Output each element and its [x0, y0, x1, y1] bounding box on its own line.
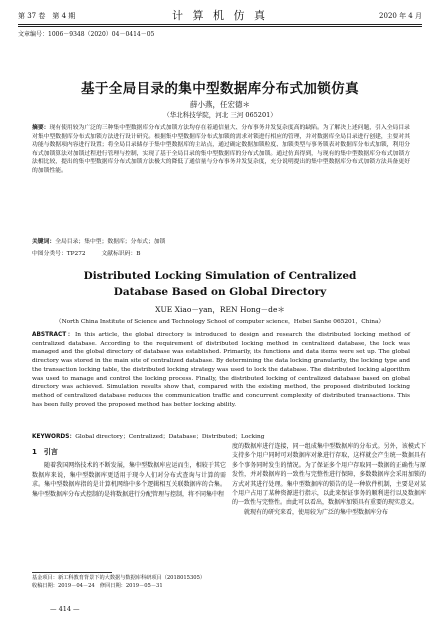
- journal-name: 计 算 机 仿 真: [172, 9, 268, 22]
- english-abstract: [32, 331, 410, 409]
- article-id: 文章编号：1006－9348（2020）04－0414－05: [18, 31, 155, 38]
- english-title-line-2: Database Based on Global Directory: [113, 286, 327, 298]
- english-abstract-label: ABSTRACT：: [32, 332, 75, 338]
- chinese-affiliation: （华北科技学院，河北 三河 065201）: [163, 111, 277, 119]
- page-number: — 414 —: [50, 605, 80, 613]
- chinese-abstract: [32, 124, 410, 176]
- body-paragraph: 就现有的研究来看，使用较为广泛的集中型数据库分布: [244, 508, 389, 516]
- english-affiliation: （North China Institute of Science and Technology School of computer science，Hebei Sanhe 065201，China）: [55, 319, 385, 325]
- chinese-keywords: [32, 236, 410, 245]
- clc-number: 中图分类号：TP272: [32, 251, 86, 257]
- english-keywords-text: Global directory；Centralized；Database；Distributed；Locking: [75, 434, 265, 440]
- body-paragraph: 随着我国网络技术的不断发展，集中型数据库应运而生，相较于其它数据库来说，集中型数据库更适用于现今人们对分布式查询与计算的需求。集中型数据库指的是计算机网络中多个逻辑相互关联数据库的合集。集中型数据库分布式控制的是将数据进行分配管理与控制，将不同集中程: [32, 462, 226, 498]
- issue-date: 2020 年 4 月: [379, 12, 422, 20]
- fund-note: 基金项目：新工科教育背景下的大数据与数据库科研项目（2018015305）: [32, 575, 206, 581]
- running-header: [18, 7, 422, 23]
- body-paragraph: 度的数据库进行连接，同一组成集中型数据库的分布式。另外，该模式下支持多个用户同时可对数据库对象进行存取，这样就会产生统一数据具有多个事务同时发生的情况。为了保证多个用户存取同一数据的正确性与原发性，并对数据库的一致性与完整性进行保障，多数数据库会采用加锁的方式对其进行处理。集中型数据库的锁告的是一种软件机制，主要是对某个用户占用了某种资源进行指示，以此来保证事务的顺利进行以及数据库的一致性与完整性。由此可以看出，数据库加锁具有重要的现实意义。: [232, 443, 426, 507]
- english-title: [20, 268, 420, 300]
- chinese-keywords-text: 全局目录；集中型；数据库；分布式；加锁: [55, 239, 166, 245]
- document-code: 文献标识码：B: [101, 251, 141, 257]
- classification-line: [32, 248, 410, 257]
- english-title-line-1: Distributed Locking Simulation of Centralized: [83, 270, 357, 282]
- body-column-left: [32, 448, 226, 499]
- section-heading: 1 引言: [32, 448, 58, 456]
- chinese-abstract-text: 现有使用较为广泛的三种集中型数据库分布式加锁方法均存在着通信量大、分布事务并发复杂度高的缺陷。为了解决上述问题，引入全局目录对集中型数据库分布式加锁方法进行设计研究。根据集中型数据库分布式加锁的需求对锁进行相应的管理，并对数据库全局目录进行创建，主要对其功能与数据项内容进行设置；将全局目录储存于集中型数据库的主站点，通过确定数据加锁粒度、加锁类型与事务锁表对数据库分布式加锁，利用分布式加锁算法对加锁过程进行管理与控制，实现了基于全局目录的集中型数据库的分布式加锁。通过仿真得到，与现有的集中型数据库分布式加锁方法相比较，提出的集中型数据库分布式加锁方法极大的降低了通信量与分布事务并发复杂度，充分说明提出的集中型数据库分布式加锁方法具备更好的加锁性能。: [32, 125, 410, 174]
- footnote: [32, 575, 226, 591]
- chinese-title: 基于全局目录的集中型数据库分布式加锁仿真: [81, 81, 359, 97]
- english-keywords-label: KEYWORDS：: [32, 434, 76, 440]
- header-rule: [18, 24, 422, 25]
- body-column-right: [232, 442, 426, 517]
- chinese-authors: 薛小燕，任宏德＊: [190, 100, 250, 109]
- footnote-rule: [32, 572, 112, 573]
- journal-volume: 第 37 卷 第 4 期: [18, 12, 76, 20]
- english-abstract-text: In this article, the global directory is introduced to design and research the distributed locking method of centralized database. According to the requirement of distributed locking method in centralized database, the lock was managed and the global directory of database was established. Primarily, its functions and data items were set up. The global directory was stored in the main site of centralized database. By determining the data locking granularity, the locking type and the transaction locking table, the distributed locking strategy was used to lock the database. The distributed locking algorithm was used to manage and control the locking process. Finally, the distributed locking of centralized database based on global directory was achieved. Simulation results show that, compared with the existing method, the proposed distributed locking method of centralized database reduces the communication traffic and concurrent complexity of distributed transactions. This has been fully proved the proposed method has better locking ability.: [32, 332, 410, 408]
- received-dates: 收稿日期：2019－04－24 修回日期：2019－05－31: [32, 582, 163, 589]
- chinese-keywords-label: 关键词：: [32, 239, 56, 245]
- english-keywords: [32, 431, 410, 440]
- chinese-abstract-label: 摘要：: [32, 125, 50, 131]
- english-authors: XUE Xiao－yan，REN Hong－de＊: [155, 305, 285, 314]
- header-rule-thin: [18, 26, 422, 27]
